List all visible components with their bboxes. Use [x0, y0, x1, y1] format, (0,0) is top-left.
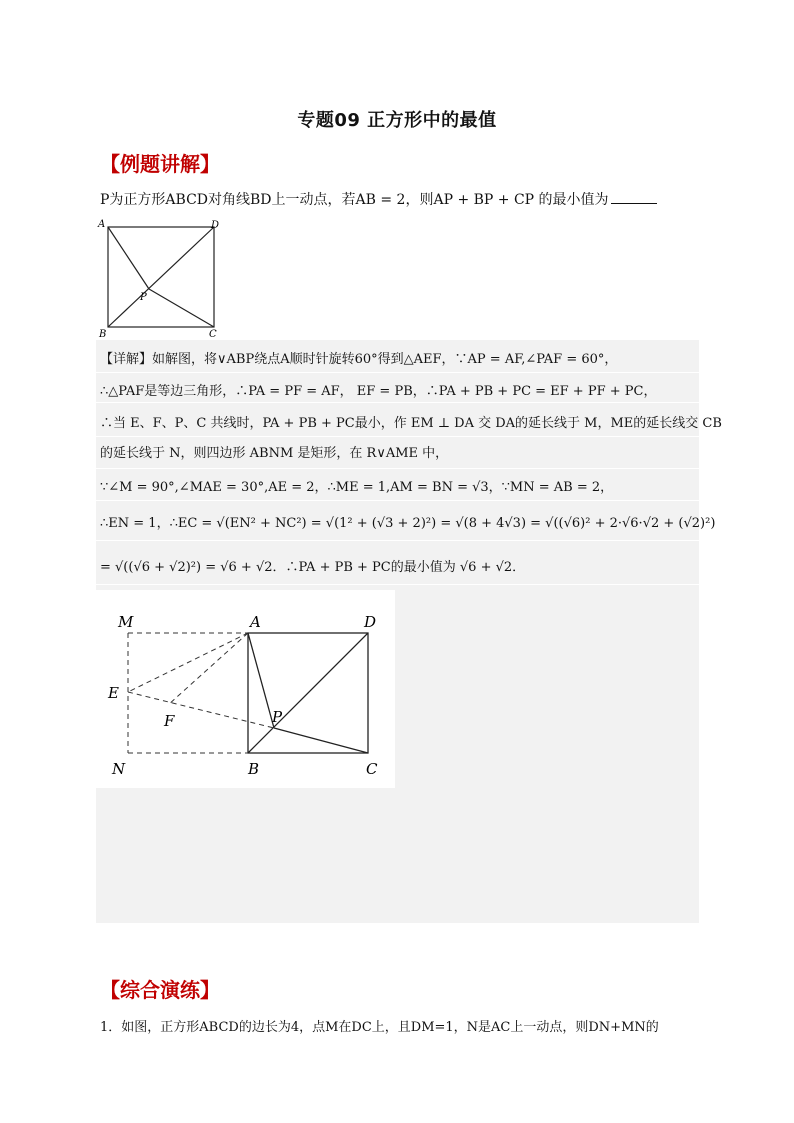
row-divider	[96, 402, 699, 403]
fig1-label-d: D	[211, 220, 220, 231]
fig2-label-f: F	[164, 712, 175, 730]
figure-solution-frame	[96, 590, 395, 788]
solution-line-1: 【详解】如解图，将∨ABP绕点A顺时针旋转60°得到△AEF，∵AP = AF,∠PAF = 60°，	[100, 352, 618, 367]
fig2-label-b: B	[248, 760, 260, 778]
fig1-label-a: A	[98, 219, 106, 230]
fig2-label-p: P	[272, 708, 283, 726]
figure-square-abcd	[96, 214, 226, 340]
row-divider	[96, 468, 699, 469]
section-heading-examples: 【例题讲解】	[100, 152, 220, 176]
problem-statement	[100, 189, 657, 209]
fig2-label-n: N	[112, 760, 126, 778]
figure-solution-diagram	[96, 590, 395, 788]
fig1-label-c: C	[209, 329, 217, 340]
section-heading-practice: 【综合演练】	[100, 978, 220, 1002]
fig2-label-d: D	[364, 613, 377, 631]
fig1-label-b: B	[99, 329, 107, 340]
solution-line-4: 的延长线于 N，则四边形 ABNM 是矩形，在 R∨AME 中，	[100, 446, 449, 461]
row-divider	[96, 372, 699, 373]
solution-line-2: ∴△PAF是等边三角形，∴PA = PF = AF， EF = PB，∴PA + PB + PC = EF + PF + PC，	[100, 384, 657, 399]
row-divider	[96, 500, 699, 501]
row-divider	[96, 540, 699, 541]
page-title: 专题09 正方形中的最值	[297, 110, 497, 131]
solution-line-6: ∴EN = 1，∴EC = √(EN² + NC²) = √(1² + (√3 + 2)²) = √(8 + 4√3) = √((√6)² + 2·√6·√2 + (√2)²)	[100, 516, 716, 531]
exercise-1-text: 1．如图，正方形ABCD的边长为4，点M在DC上，且DM=1，N是AC上一动点，则DN+MN的	[100, 1020, 659, 1035]
solution-line-5: ∵∠M = 90°,∠MAE = 30°,AE = 2，∴ME = 1,AM = BN = √3，∵MN = AB = 2，	[100, 480, 614, 495]
solution-line-3: ∴当 E、F、P、C 共线时，PA + PB + PC最小，作 EM ⊥ DA 交 DA的延长线于 M，ME的延长线交 CB	[100, 416, 722, 431]
row-divider	[96, 584, 699, 585]
fig2-label-e: E	[108, 684, 119, 702]
answer-blank	[611, 191, 657, 204]
fig2-label-a: A	[250, 613, 261, 631]
fig2-label-c: C	[366, 760, 378, 778]
fig2-label-m: M	[118, 613, 134, 631]
problem-text: P为正方形ABCD对角线BD上一动点，若AB = 2，则AP + BP + CP 的最小值为	[100, 192, 609, 208]
solution-line-7: = √((√6 + √2)²) = √6 + √2．∴PA + PB + PC的最小值为 √6 + √2．	[100, 560, 526, 575]
row-divider	[96, 436, 699, 437]
fig1-label-p: P	[140, 292, 147, 303]
